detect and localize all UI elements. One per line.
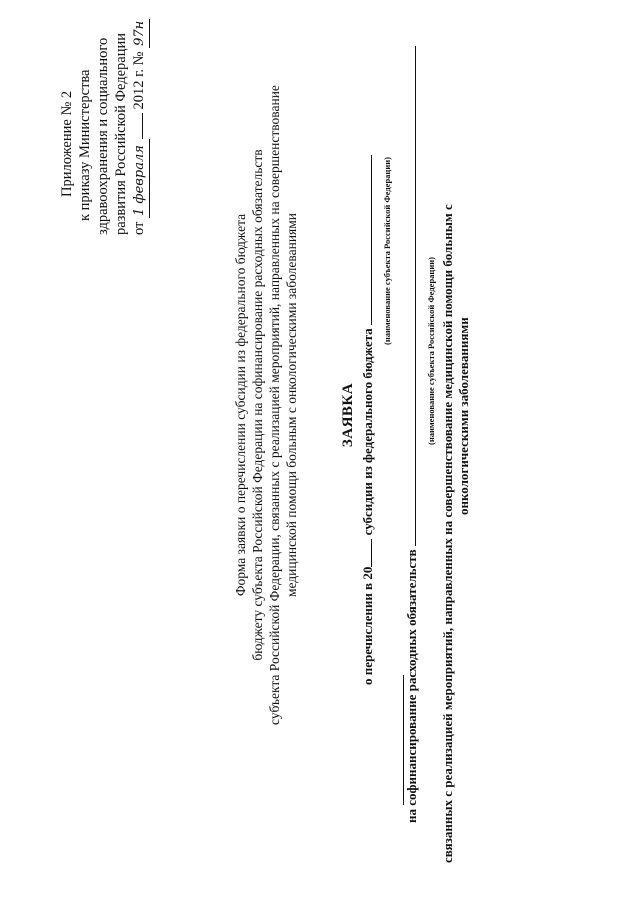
appendix-number: Приложение № 2	[59, 90, 75, 197]
application-line4: онкологическими заболеваниями	[456, 317, 471, 515]
form-title-line1: Форма заявки о перечислении субсидии из федерального бюджета	[233, 213, 248, 597]
year-blank	[371, 539, 372, 567]
subject-blank-2	[415, 46, 416, 546]
form-title-line3: субъекта Российской Федерации, связанных с реализацией мероприятий, направленных на совершенствование	[267, 85, 282, 725]
application-line2-text: на софинансирование расходных обязательств	[404, 549, 419, 823]
form-title-line2: бюджету субъекта Российской Федерации на софинансирование расходных обязательств	[250, 149, 265, 661]
appendix-order-ref: к приказу Министерства	[77, 69, 93, 221]
application-line2	[404, 46, 420, 823]
subject-blank-1	[371, 155, 372, 325]
application-line1	[360, 155, 376, 685]
appendix-date-line	[130, 19, 150, 235]
date-underline	[142, 113, 143, 139]
appendix-year: 2012 г. №	[131, 51, 147, 110]
form-title-line4: медицинской помощи больным с онкологическими заболеваниями	[284, 212, 299, 598]
appendix-ministry-line1: здравоохранения и социального	[95, 37, 111, 235]
caption-subject-1: (наименование субъекта Российской Федерации)	[382, 157, 392, 345]
application-line1-end: субсидии из федерального бюджета	[360, 328, 375, 536]
handwritten-order-number: 97н	[131, 19, 150, 48]
appendix-ministry-line2: развития Российской Федерации	[113, 33, 129, 235]
handwritten-date: 1 февраля	[131, 139, 150, 218]
caption-subject-2: (наименование субъекта Российской Федерации)	[426, 257, 436, 445]
application-title: ЗАЯВКА	[340, 382, 356, 448]
application-line1-start: о перечислении в 20	[360, 566, 375, 685]
appendix-date-prefix: от	[131, 221, 147, 235]
appendix-block	[58, 19, 150, 235]
form-title	[232, 45, 300, 765]
application-line3: связанных с реализацией мероприятий, направленных на совершенствование медицинской помощи больным с	[440, 204, 455, 863]
